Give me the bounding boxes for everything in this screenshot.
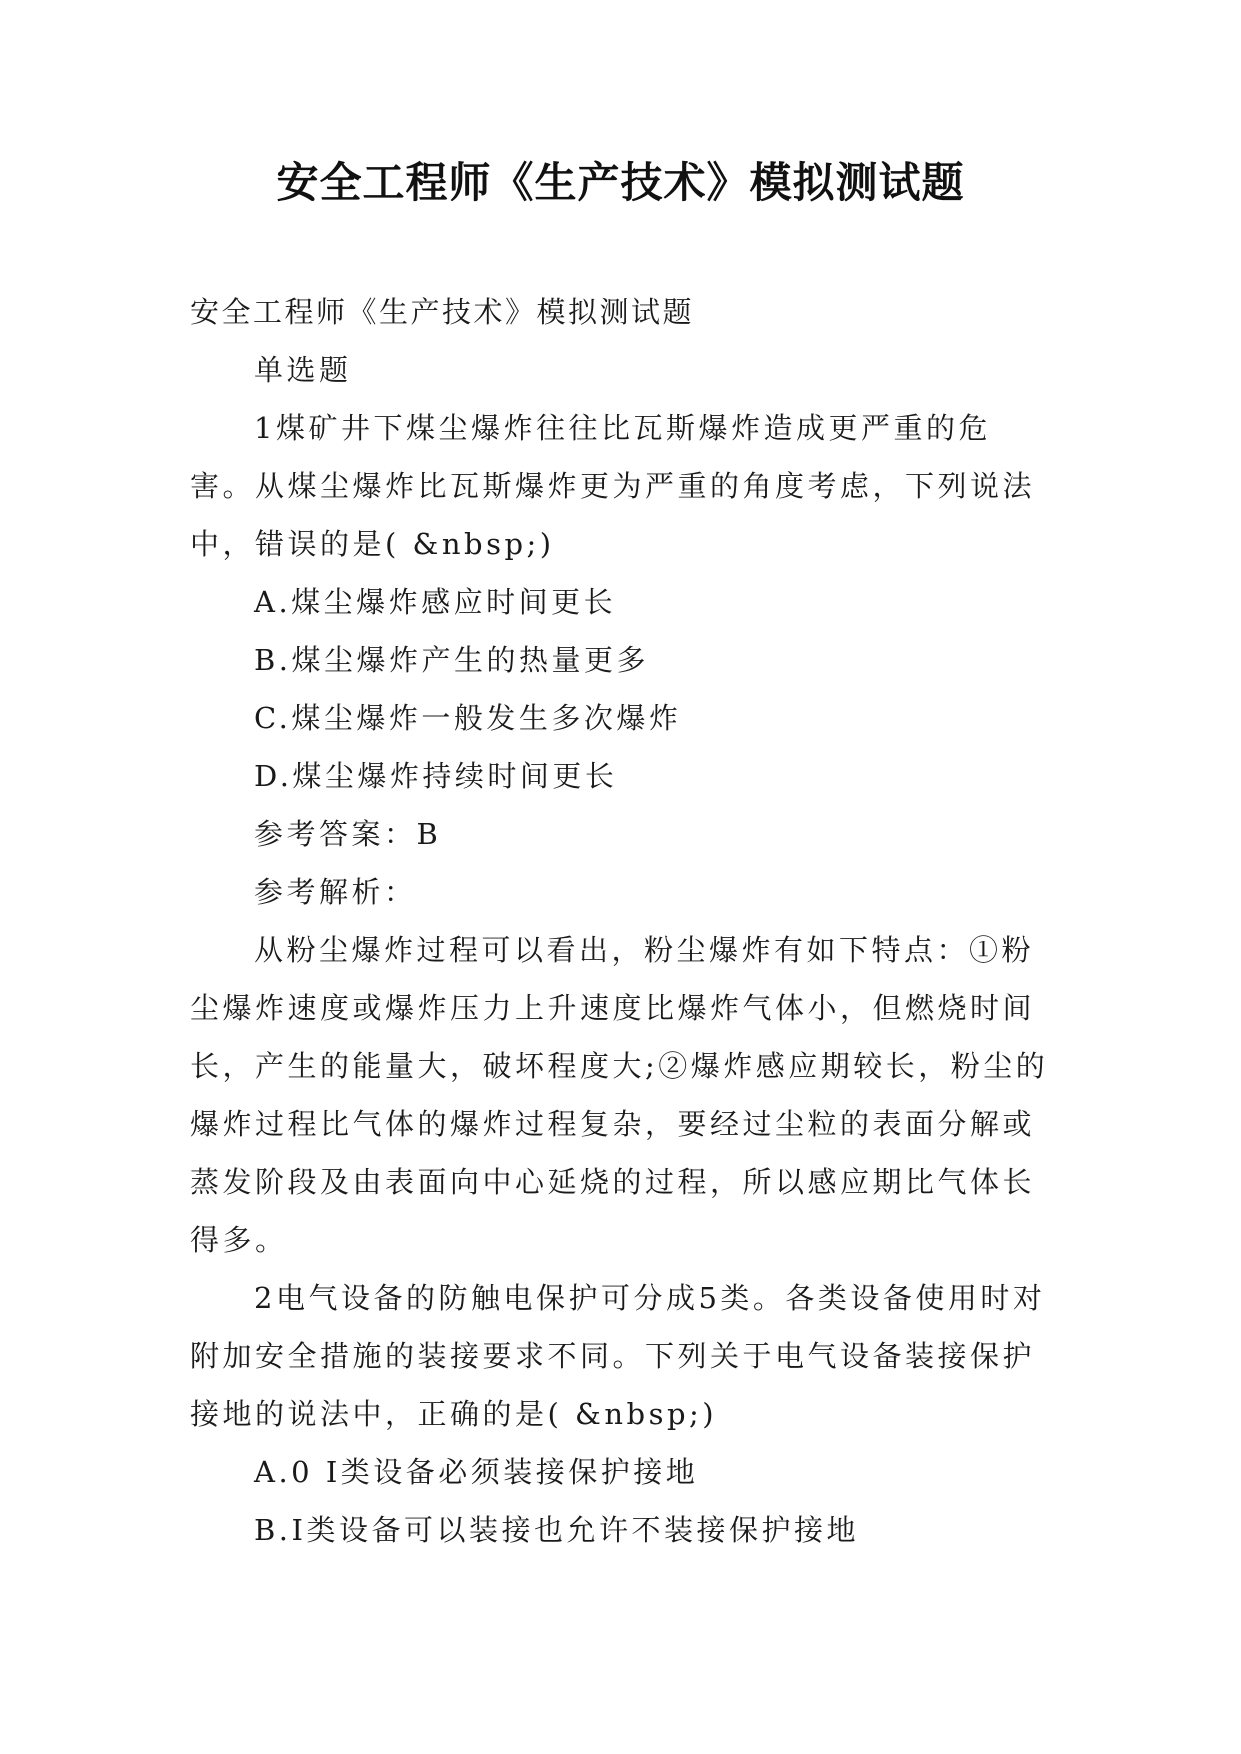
question-1-option-a: A.煤尘爆炸感应时间更长 xyxy=(254,585,617,619)
question-1-option-d: D.煤尘爆炸持续时间更长 xyxy=(254,759,618,793)
question-2-option-b: B.Ⅰ类设备可以装接也允许不装接保护接地 xyxy=(254,1513,859,1547)
section-label: 单选题 xyxy=(254,353,352,387)
document-subtitle: 安全工程师《生产技术》模拟测试题 xyxy=(190,295,695,329)
question-1-answer: 参考答案：B xyxy=(254,817,442,851)
question-2-stem: 2电气设备的防触电保护可分成5类。各类设备使用时对附加安全措施的装接要求不同。下列关于电气设备装接保护接地的说法中，正确的是( &nbsp;) xyxy=(190,1281,1046,1431)
document-body xyxy=(190,283,1050,1559)
question-1-option-b: B.煤尘爆炸产生的热量更多 xyxy=(254,643,650,677)
question-2-option-a: A.0 Ⅰ类设备必须装接保护接地 xyxy=(254,1455,699,1489)
document-title: 安全工程师《生产技术》模拟测试题 xyxy=(276,158,965,207)
question-1-option-c: C.煤尘爆炸一般发生多次爆炸 xyxy=(254,701,682,735)
question-1-analysis: 从粉尘爆炸过程可以看出，粉尘爆炸有如下特点：①粉尘爆炸速度或爆炸压力上升速度比爆炸气体小，但燃烧时间长，产生的能量大，破坏程度大;②爆炸感应期较长，粉尘的爆炸过程比气体的爆炸过程复杂，要经过尘粒的表面分解或蒸发阶段及由表面向中心延烧的过程，所以感应期比气体长得多。 xyxy=(190,933,1049,1257)
question-1-stem: 1煤矿井下煤尘爆炸往往比瓦斯爆炸造成更严重的危害。从煤尘爆炸比瓦斯爆炸更为严重的角度考虑，下列说法中，错误的是( &nbsp;) xyxy=(190,411,1036,561)
question-1-analysis-label: 参考解析： xyxy=(254,875,417,909)
